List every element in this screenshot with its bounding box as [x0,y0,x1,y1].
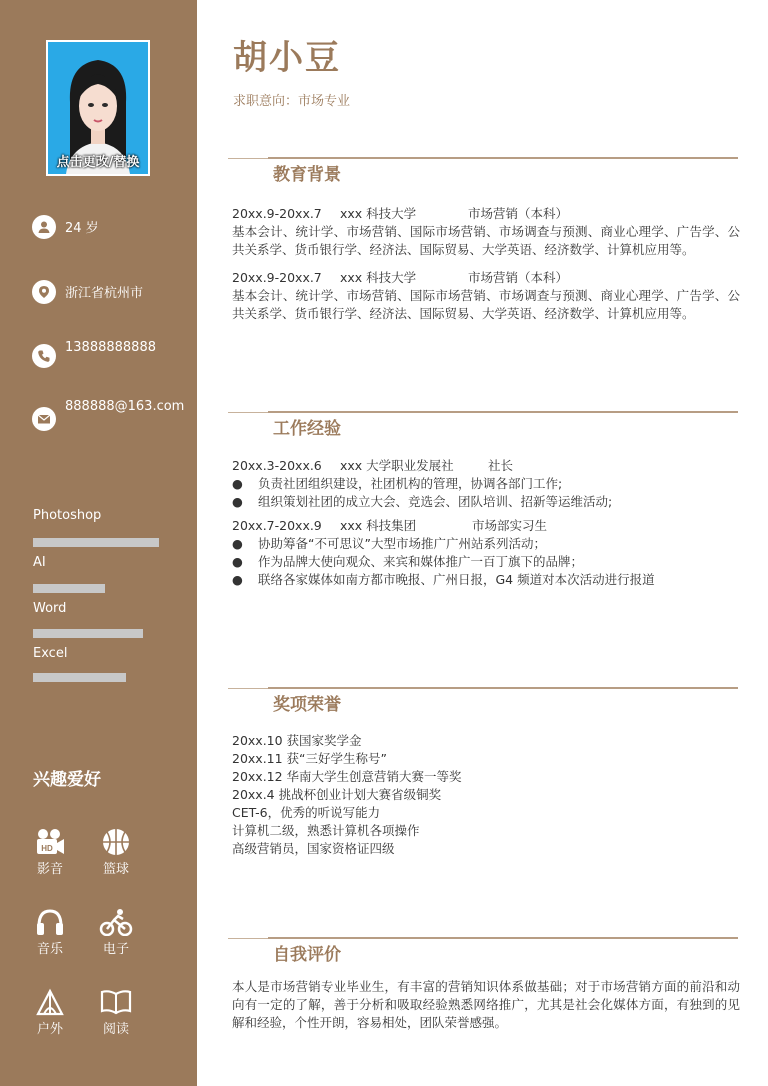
hobby-label: 户外 [36,1022,63,1037]
video-camera-icon [34,828,66,856]
contact-location [32,280,143,304]
contact-phone [32,338,156,368]
person-icon [32,215,56,239]
education-entry-header: 20xx.9-20xx.7 xxx 科技大学 市场营销（本科） [232,206,569,221]
hobby-music [25,908,75,957]
self-eval-title: 自我评价 [273,945,341,965]
award-item: 20xx.4 挑战杯创业计划大赛省级铜奖 [232,787,442,802]
book-icon [100,988,132,1016]
tent-icon [35,988,65,1016]
hobby-label: 影音 [36,862,63,877]
hobby-reading [91,988,141,1037]
work-list [232,457,740,589]
skill-label-ai: AI [33,555,46,570]
basketball-icon [102,828,130,856]
change-photo-caption[interactable]: 点击更改/替换 [56,155,140,170]
location-text: 浙江省杭州市 [65,286,144,301]
education-courses: 基本会计、统计学、市场营销、国际市场营销、市场调查与预测、商业心理学、广告学、公共关系学、货币银行学、经济法、国际贸易、大学英语、经济数学、计算机应用等。 [232,224,740,257]
candidate-name: 胡小豆 [233,38,341,78]
phone-text[interactable]: 13888888888 [65,340,156,355]
mail-icon [32,407,56,431]
contact-email [32,397,184,431]
hobby-label: 音乐 [36,942,63,957]
hobby-cycling [91,908,141,957]
hobby-label: 阅读 [102,1022,129,1037]
award-item: 20xx.12 华南大学生创意营销大赛一等奖 [232,769,462,784]
headphones-icon [35,908,65,936]
awards-title: 奖项荣誉 [273,695,341,715]
skill-label-excel: Excel [33,646,68,661]
work-entry-header: 20xx.3-20xx.6 xxx 大学职业发展社 社长 [232,458,514,473]
hobby-label: 电子 [102,942,129,957]
section-divider [228,158,738,159]
skill-label-word: Word [33,601,67,616]
education-list [232,205,740,323]
award-item: 计算机二级，熟悉计算机各项操作 [232,823,420,838]
sidebar [0,0,197,1086]
award-item: 20xx.11 获“三好学生称号” [232,751,388,766]
education-courses: 基本会计、统计学、市场营销、国际市场营销、市场调查与预测、商业心理学、广告学、公共关系学、货币银行学、经济法、国际贸易、大学英语、经济数学、计算机应用等。 [232,288,740,321]
phone-icon [32,344,56,368]
age-text: 24 岁 [65,221,99,236]
cyclist-icon [99,908,133,936]
work-bullet: ● 作为品牌大使向观众、来宾和媒体推广一百丁旗下的品牌； [232,554,584,569]
hobby-basketball [91,828,141,877]
hobby-outdoor [25,988,75,1037]
work-bullet: ● 负责社团组织建设，社团机构的管理，协调各部门工作; [232,476,563,491]
location-pin-icon [32,280,56,304]
profile-photo[interactable] [46,40,150,176]
job-intent: 求职意向：市场专业 [233,94,351,109]
section-divider [228,412,738,413]
skill-label-photoshop: Photoshop [33,508,102,523]
svg-text:HD: HD [41,844,53,853]
work-bullet: ● 联络各家媒体如南方都市晚报、广州日报，G4 频道对本次活动进行报道 [232,572,655,587]
self-eval-text: 本人是市场营销专业毕业生，有丰富的营销知识体系做基础；对于市场营销方面的前沿和动向有一定的了解，善于分析和吸取经验熟悉网络推广，尤其是社会化媒体方面，有独到的见解和经验，个性开朗，容易相处，团队荣誉感强。 [232,979,740,1030]
awards-list [232,732,740,858]
skill-bar-photoshop [33,538,159,547]
hobbies-title: 兴趣爱好 [33,770,101,790]
education-entry-header: 20xx.9-20xx.7 xxx 科技大学 市场营销（本科） [232,270,569,285]
work-entry-header: 20xx.7-20xx.9 xxx 科技集团 市场部实习生 [232,518,548,533]
skill-bar-excel [33,673,159,682]
education-title: 教育背景 [273,165,341,185]
award-item: 20xx.10 获国家奖学金 [232,733,362,748]
award-item: CET-6，优秀的听说写能力 [232,805,381,820]
work-title: 工作经验 [273,419,341,439]
section-divider [228,938,738,939]
skill-bar-word [33,629,159,638]
email-text[interactable]: 888888@163.com [65,399,185,414]
award-item: 高级营销员，国家资格证四级 [232,841,395,856]
work-bullet: ● 组织策划社团的成立大会、竞选会、团队培训、招新等运维活动; [232,494,613,509]
main-content [197,0,768,1086]
section-divider [228,688,738,689]
hobby-label: 篮球 [102,862,129,877]
hobby-video [25,828,75,877]
contact-age [32,215,99,239]
work-bullet: ● 协助筹备“不可思议”大型市场推广广州站系列活动； [232,536,546,551]
skill-bar-ai [33,584,159,593]
